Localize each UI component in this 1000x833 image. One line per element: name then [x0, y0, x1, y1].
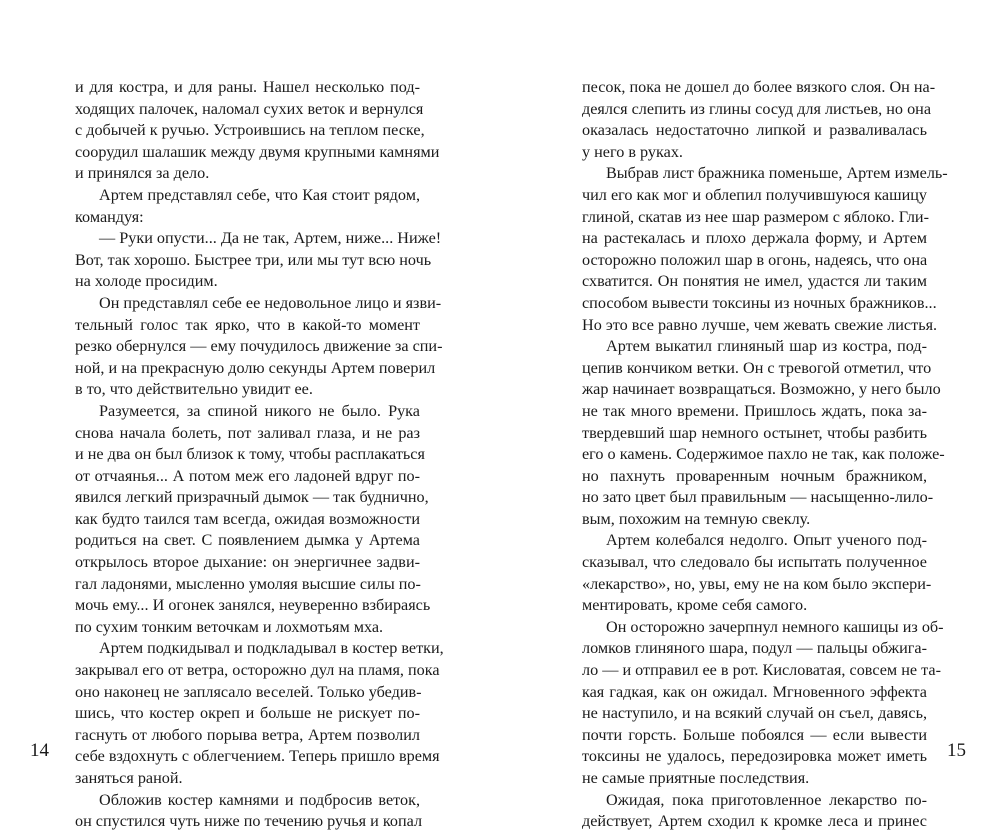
text-line: но пахнуть проваренным ночным бражником, [582, 466, 927, 485]
text-line: он спустился чуть ниже по течению ручья и копал [75, 812, 423, 831]
text-line: твердевший шар немного остынет, чтобы разбить [582, 423, 927, 442]
text-line: открылось второе дыхание: он энергичнее задви- [75, 553, 420, 572]
right-page-number: 15 [947, 740, 966, 761]
text-line: заняться раной. [75, 769, 183, 787]
text-line: ной, и на прекрасную долю секунды Артем поверил [75, 358, 436, 377]
text-line: резко обернулся — ему почудилось движение за спи- [75, 337, 443, 356]
text-line: Артем выкатил глиняный шар из костра, под- [606, 337, 927, 356]
text-line: тельный голос так ярко, что в какой-то момент [75, 315, 420, 334]
text-line: Он осторожно зачерпнул немного кашицы из об- [606, 617, 944, 636]
text-line: Он представлял себе ее недовольное лицо и язви- [99, 293, 442, 312]
text-line: не наступило, и на всякий случай он съел, давясь, [582, 704, 927, 723]
text-line: соорудил шалашик между двумя крупными камнями [75, 142, 440, 161]
text-line: глиной, скатав из нее шар размером с яблоко. Гли- [582, 207, 929, 226]
text-line: цепив кончиком ветки. Он с тревогой отметил, что [582, 358, 932, 377]
text-line: мочь ему... И огонек занялся, неуверенно взбираясь [75, 596, 431, 615]
text-line: и для костра, и для раны. Нашел несколько под- [75, 78, 420, 96]
text-line: действует, Артем сходил к кромке леса и принес [582, 812, 927, 831]
text-line: у него в руках. [582, 142, 683, 161]
text-line: как будто таился там всегда, ожидая возможности [75, 509, 420, 528]
text-line: Ожидая, пока приготовленное лекарство по- [606, 790, 927, 809]
text-line: Разумеется, за спиной никого не было. Рука [99, 401, 420, 420]
text-line: не так много времени. Пришлось ждать, пока за- [582, 401, 927, 420]
text-line: кая гадкая, как он ожидал. Мгновенного эффекта [582, 682, 927, 701]
text-line: Вот, так хорошо. Быстрее три, или мы тут всю ночь [75, 250, 432, 269]
text-line: сказывал, что следовало бы испытать полученное [582, 553, 927, 572]
text-line: закрывал его от ветра, осторожно дул на пламя, пока [75, 661, 440, 680]
text-line: чил его как мог и облепил получившуюся кашицу [582, 185, 927, 204]
text-line: ментировать, кроме себя самого. [582, 596, 808, 615]
text-line: командуя: [75, 207, 144, 226]
text-line: оно наконец не заплясало веселей. Только убедив- [75, 682, 422, 701]
text-line: способом вывести токсины из ночных бражников... [582, 293, 937, 312]
text-line: ло — и отправил ее в рот. Кисловатая, совсем не та- [582, 661, 941, 680]
text-line: Артем подкидывал и подкладывал в костер ветки, [99, 639, 444, 658]
text-line: токсины не удалось, передозировка может иметь [582, 747, 927, 766]
text-line: но зато цвет был правильным — насыщенно-лило- [582, 488, 934, 507]
text-line: по сухим тонким веточкам и лохмотьям мха. [75, 617, 384, 636]
left-page-text [75, 77, 444, 833]
text-line: Но это все равно лучше, чем жевать свежие листья. [582, 315, 938, 334]
text-line: — Руки опусти... Да не так, Артем, ниже... Ниже! [99, 229, 442, 248]
text-line: в то, что действительно увидит ее. [75, 380, 313, 399]
text-line: гал ладонями, мысленно умоляя высшие силы по- [75, 574, 421, 593]
text-line: снова начала болеть, пот заливал глаза, и не раз [75, 423, 420, 442]
text-line: схватится. Он понятия не имел, удастся ли таким [582, 272, 927, 291]
text-line: «лекарство», но, увы, ему не на ком было экспери- [582, 574, 932, 593]
text-line: почти горсть. Больше побоялся — если вывести [582, 725, 927, 744]
text-line: вым, похожим на темную свеклу. [582, 509, 811, 528]
text-line: его о камень. Содержимое пахло не так, как положе- [582, 445, 945, 464]
text-line: шись, что костер окреп и больше не рискует по- [75, 704, 420, 723]
text-line: и не два он был близок к тому, чтобы расплакаться [75, 445, 425, 464]
text-line: Артем представлял себе, что Кая стоит рядом, [99, 185, 420, 204]
text-line: родиться на свет. С появлением дымка у Артема [75, 531, 420, 550]
text-line: явился легкий призрачный дымок — так буднично, [75, 488, 429, 507]
text-line: на растекалась и плохо держала форму, и Артем [582, 229, 927, 248]
right-page-text [582, 77, 948, 833]
text-line: от отчаянья... А потом меж его ладоней вдруг по- [75, 466, 420, 485]
text-line: ходящих палочек, наломал сухих веток и вернулся [75, 99, 424, 118]
text-line: Выбрав лист бражника поменьше, Артем измель- [606, 164, 948, 183]
text-line: Артем колебался недолго. Опыт ученого под- [606, 531, 927, 550]
text-line: оказалась недостаточно липкой и разваливалась [582, 121, 927, 140]
text-line: Обложив костер камнями и подбросив веток, [99, 790, 420, 809]
text-line: песок, пока не дошел до более вязкого слоя. Он на- [582, 78, 936, 96]
text-line: гаснуть от любого порыва ветра, Артем позволил [75, 725, 420, 744]
text-line: себе вздохнуть с облегчением. Теперь пришло время [75, 747, 440, 766]
text-line: жар начинает возвращаться. Возможно, у него было [582, 380, 941, 399]
text-line: с добычей к ручью. Устроившись на теплом песке, [75, 121, 425, 140]
text-line: и принялся за дело. [75, 164, 210, 183]
text-line: ломков глиняного шара, подул — пальцы обжига- [582, 639, 927, 658]
text-line: осторожно положил шар в огонь, надеясь, что она [582, 250, 928, 269]
text-line: не самые приятные последствия. [582, 769, 810, 787]
left-page-number: 14 [30, 740, 49, 761]
text-line: на холоде просидим. [75, 272, 218, 291]
text-line: деялся слепить из глины сосуд для листьев, но она [582, 99, 932, 118]
